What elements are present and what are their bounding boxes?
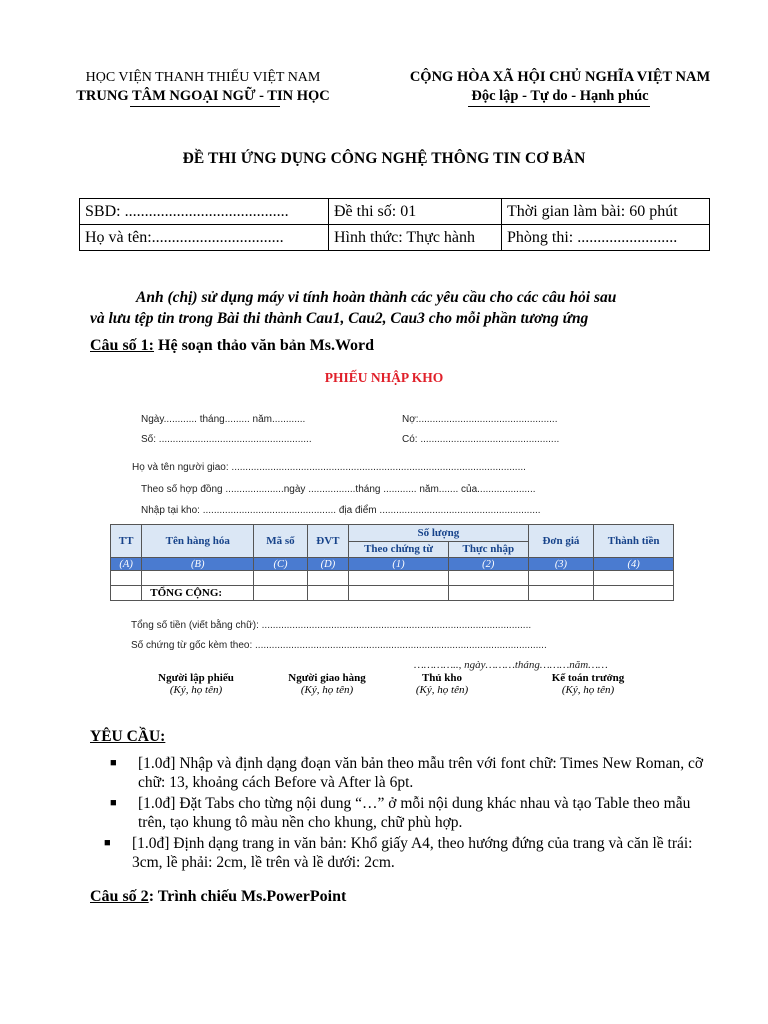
instructions-line-2: và lưu tệp tin trong Bài thi thành Cau1, Cau2, Cau3 cho mỗi phần tương ứng [90, 310, 589, 327]
form-date-line: Ngày............ tháng......... năm............ [141, 414, 306, 425]
instructions [90, 287, 710, 329]
table-row [111, 558, 674, 571]
form-amount-in-words: Tổng số tiền (viết bằng chữ): ................................................................................................. [131, 620, 532, 631]
question-1-label: Câu số 1: [90, 337, 155, 354]
list-item [110, 794, 720, 832]
code-cell: (A) [111, 558, 142, 571]
code-cell: (D) [307, 558, 348, 571]
divider [468, 106, 650, 107]
room-cell: Phòng thi: ......................... [502, 225, 710, 251]
exam-format-cell: Hình thức: Thực hành [329, 225, 502, 251]
signature-block [131, 672, 261, 696]
center-name: TRUNG TÂM NGOẠI NGỮ - TIN HỌC [76, 88, 330, 104]
code-cell: (B) [142, 558, 254, 571]
bullet-icon: ■ [104, 837, 111, 849]
country-name: CỘNG HÒA XÃ HỘI CHỦ NGHĨA VIỆT NAM [409, 69, 711, 85]
form-credit-line: Có: .................................................. [402, 434, 560, 445]
form-warehouse-line: Nhập tại kho: ................................................ địa điểm .......................................................... [141, 505, 541, 516]
organization-header [48, 68, 358, 106]
exam-info-table [79, 198, 710, 251]
bullet-icon: ■ [110, 797, 117, 809]
signature-block [377, 672, 507, 696]
requirement-text: [1.0đ] Đặt Tabs cho từng nội dung “…” ở mỗi nội dung khác nhau và tạo Table theo mẫu trên, tạo khung tô màu nền cho khung, chữ phù hợp. [138, 795, 691, 831]
question-2-label: Câu số 2 [90, 888, 149, 905]
form-sign-date: ………….., ngày………tháng………năm…… [414, 659, 608, 671]
form-number-line: Số: ....................................................... [141, 434, 312, 445]
header-unit-price: Đơn giá [528, 525, 594, 558]
table-header-row [111, 525, 674, 542]
code-cell: (C) [254, 558, 307, 571]
national-motto-header [380, 68, 740, 106]
header-quantity: Số lượng [349, 525, 529, 542]
header-qty-actual: Thực nhập [448, 541, 528, 558]
duration-cell: Thời gian làm bài: 60 phút [502, 199, 710, 225]
list-item [104, 834, 720, 872]
form-deliverer-line: Họ và tên người giao: .......................................................................................................... [132, 462, 526, 473]
header-amount: Thành tiền [594, 525, 674, 558]
signature-note: (Ký, họ tên) [561, 684, 615, 696]
candidate-name-cell: Họ và tên:................................. [80, 225, 329, 251]
header-tt: TT [111, 525, 142, 558]
header-code: Mã số [254, 525, 307, 558]
exam-number-cell: Đề thi số: 01 [329, 199, 502, 225]
signature-role: Kế toán trưởng [551, 672, 625, 684]
table-row [80, 199, 710, 225]
signature-block [523, 672, 653, 696]
signature-note: (Ký, họ tên) [300, 684, 354, 696]
form-contract-line: Theo số hợp đồng .....................ngày .................tháng ............ năm....... của..................... [141, 484, 536, 495]
signature-role: Người lập phiếu [158, 672, 234, 684]
instructions-line-1: Anh (chị) sử dụng máy vi tính hoàn thành các yêu cầu cho các câu hỏi sau [136, 289, 617, 306]
org-name: HỌC VIỆN THANH THIẾU VIỆT NAM [85, 70, 321, 85]
requirements-list [104, 754, 720, 874]
candidate-number-cell: SBD: ......................................... [80, 199, 329, 225]
bullet-icon: ■ [110, 757, 117, 769]
requirement-text: [1.0đ] Định dạng trang in văn bản: Khổ giấy A4, theo hướng đứng của trang và căn lề trái: 3cm, lề phải: 2cm, lề trên và lề dưới: 2cm. [132, 835, 693, 871]
signature-role: Thủ kho [421, 672, 463, 684]
header-item-name: Tên hàng hóa [142, 525, 254, 558]
form-title: PHIẾU NHẬP KHO [324, 370, 444, 385]
divider [130, 106, 280, 107]
table-total-row [111, 586, 674, 601]
signature-note: (Ký, họ tên) [169, 684, 223, 696]
question-1-heading [90, 337, 374, 355]
signature-note: (Ký, họ tên) [415, 684, 469, 696]
code-cell: (2) [448, 558, 528, 571]
header-qty-by-document: Theo chứng từ [349, 541, 449, 558]
code-cell: (4) [594, 558, 674, 571]
exam-title: ĐỀ THI ỨNG DỤNG CÔNG NGHỆ THÔNG TIN CƠ BẢN [182, 150, 586, 167]
table-row [80, 225, 710, 251]
question-2-title: : Trình chiếu Ms.PowerPoint [148, 888, 347, 905]
total-label: TỔNG CỘNG: [142, 586, 254, 601]
table-row [111, 571, 674, 586]
list-item [110, 754, 720, 792]
question-1-title: Hệ soạn thảo văn bản Ms.Word [154, 337, 375, 354]
goods-table [110, 524, 674, 601]
signature-role: Người giao hàng [288, 672, 366, 684]
motto: Độc lập - Tự do - Hạnh phúc [471, 88, 649, 104]
code-cell: (1) [349, 558, 449, 571]
signature-block [262, 672, 392, 696]
requirement-text: [1.0đ] Nhập và định dạng đoạn văn bản theo mẫu trên với font chữ: Times New Roman, cỡ chữ: 13, khoảng cách Before và After là 6pt. [138, 755, 704, 791]
code-cell: (3) [528, 558, 594, 571]
requirements-heading: YÊU CẦU: [90, 728, 166, 745]
header-unit: ĐVT [307, 525, 348, 558]
question-2-heading [90, 888, 346, 906]
form-debit-line: Nợ:.................................................. [402, 414, 558, 425]
form-attached-docs: Số chứng từ gốc kèm theo: ......................................................................................................... [131, 640, 547, 651]
